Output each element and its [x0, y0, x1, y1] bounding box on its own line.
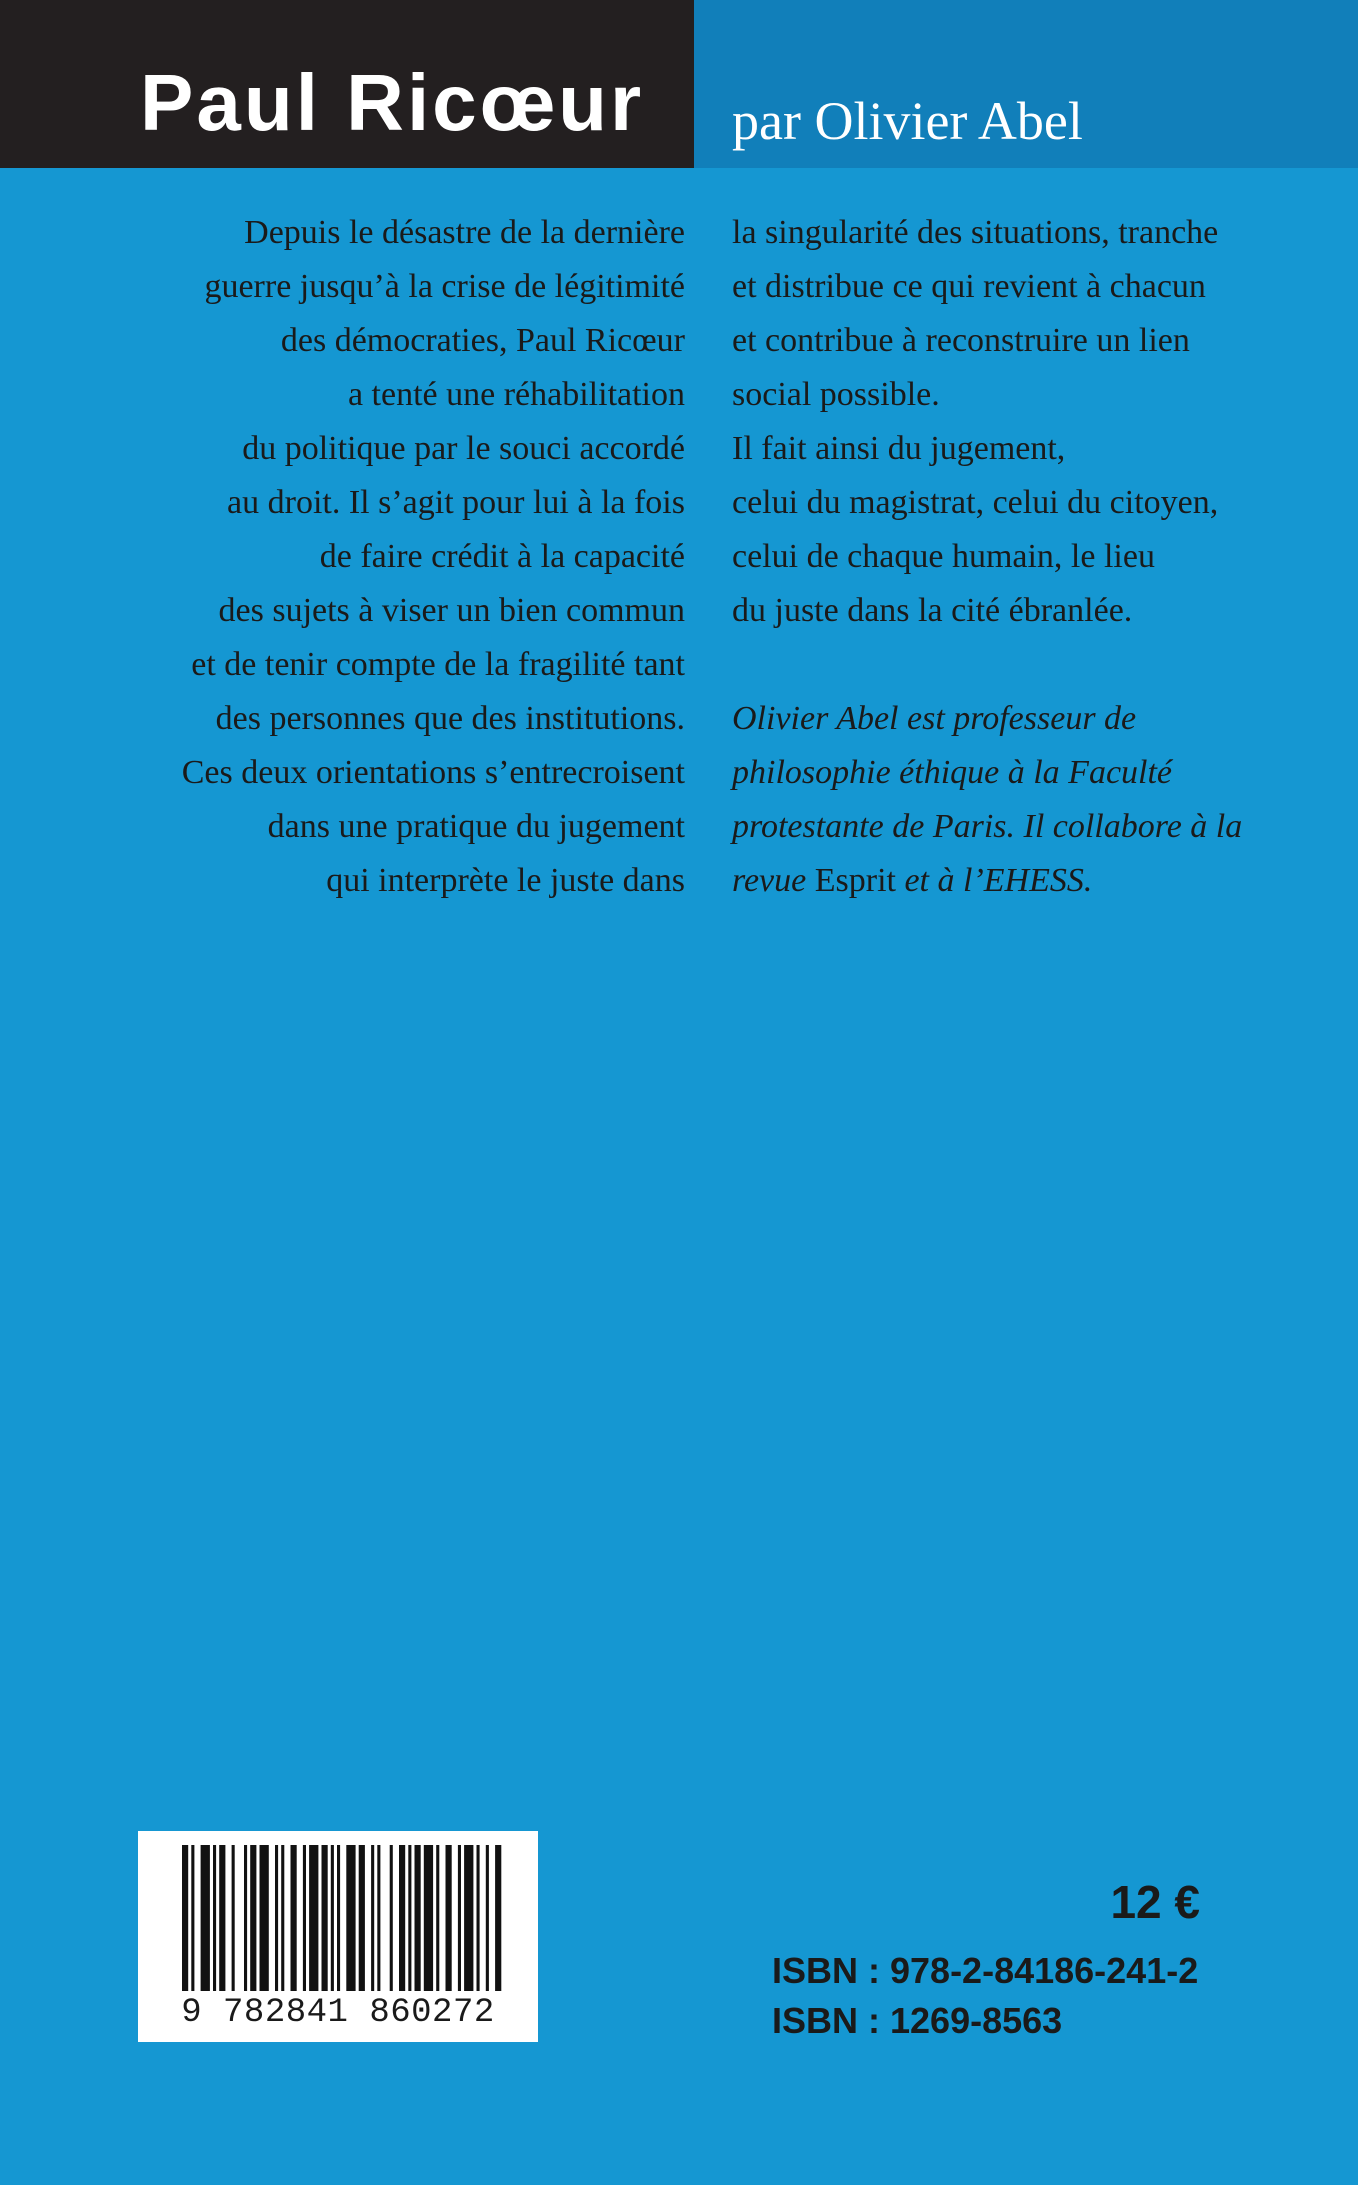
barcode-bar	[408, 1845, 411, 1991]
barcode-bar	[377, 1845, 380, 1991]
barcode-bar	[399, 1845, 405, 1991]
barcode-bar	[415, 1845, 421, 1991]
barcode-bar	[182, 1845, 188, 1991]
blurb-line: qui interprète le juste dans	[326, 862, 685, 899]
blurb-line: des démocraties, Paul Ricœur	[280, 322, 685, 359]
barcode-bar	[244, 1845, 247, 1991]
barcode-bar	[322, 1845, 328, 1991]
barcode-bar	[275, 1845, 278, 1991]
title-box	[0, 0, 694, 168]
barcode-bar	[309, 1845, 318, 1991]
barcode	[138, 1831, 538, 2042]
book-title: Paul Ricœur	[140, 58, 645, 147]
blurb-line: a tenté une réhabilitation	[347, 376, 685, 413]
barcode-bar	[250, 1845, 256, 1991]
bio-line: philosophie éthique à la Faculté	[732, 754, 1173, 791]
barcode-bar	[495, 1845, 501, 1991]
barcode-bar	[331, 1845, 334, 1991]
blurb-line: celui du magistrat, celui du citoyen,	[732, 484, 1219, 521]
price: 12 €	[1110, 1876, 1200, 1928]
blurb-line: et contribue à reconstruire un lien	[732, 322, 1190, 359]
barcode-bar	[436, 1845, 439, 1991]
blurb-line: celui de chaque humain, le lieu	[732, 538, 1155, 575]
blurb-right-column	[732, 206, 1292, 908]
barcode-bar	[213, 1845, 216, 1991]
blurb-line: la singularité des situations, tranche	[732, 214, 1219, 251]
blurb-line: de faire crédit à la capacité	[319, 538, 685, 575]
blurb-line: du politique par le souci accordé	[242, 430, 685, 467]
bio-text: et à l’EHESS.	[895, 862, 1093, 899]
barcode-bar	[458, 1845, 461, 1991]
barcode-bar	[371, 1845, 374, 1991]
issn-line: ISBN : 1269-8563	[772, 2000, 1063, 2041]
blurb-line: des personnes que des institutions.	[215, 700, 685, 737]
isbn-line: ISBN : 978-2-84186-241-2	[772, 1950, 1199, 1991]
barcode-bar	[477, 1845, 480, 1991]
paragraph-gap	[732, 638, 1292, 692]
barcode-bar	[291, 1845, 297, 1991]
blurb-line: Il fait ainsi du jugement,	[732, 430, 1066, 467]
blurb-line: dans une pratique du jugement	[267, 808, 685, 845]
barcode-bar	[303, 1845, 306, 1991]
blurb-line: Depuis le désastre de la dernière	[244, 214, 685, 251]
blurb-line: et de tenir compte de la fragilité tant	[191, 646, 685, 683]
barcode-bar	[464, 1845, 473, 1991]
barcode-bar	[486, 1845, 489, 1991]
journal-title: Esprit	[814, 862, 896, 899]
bio-line	[732, 854, 1292, 908]
barcode-bar	[281, 1845, 284, 1991]
barcode-bar	[446, 1845, 452, 1991]
barcode-bar	[346, 1845, 355, 1991]
blurb-line: et distribue ce qui revient à chacun	[732, 268, 1206, 305]
blurb-line: des sujets à viser un bien commun	[218, 592, 685, 629]
blurb-line: du juste dans la cité ébranlée.	[732, 592, 1133, 629]
barcode-bar	[232, 1845, 235, 1991]
bio-line: Olivier Abel est professeur de	[732, 700, 1137, 737]
barcode-bar	[260, 1845, 269, 1991]
blurb-line: guerre jusqu’à la crise de légitimité	[204, 268, 685, 305]
barcode-bar	[390, 1845, 393, 1991]
author-bio	[732, 692, 1292, 908]
author-line: par Olivier Abel	[732, 91, 1083, 151]
barcode-bar	[219, 1845, 225, 1991]
bio-line: protestante de Paris. Il collabore à la	[732, 808, 1243, 845]
blurb-line: Ces deux orientations s’entrecroisent	[181, 754, 685, 791]
blurb-left-column	[110, 206, 685, 908]
barcode-bar	[424, 1845, 433, 1991]
blurb-line: social possible.	[732, 376, 940, 413]
barcode-bar	[337, 1845, 340, 1991]
blurb-line: au droit. Il s’agit pour lui à la fois	[227, 484, 685, 521]
barcode-bar	[359, 1845, 365, 1991]
barcode-bar	[191, 1845, 194, 1991]
barcode-bar	[201, 1845, 210, 1991]
barcode-digits: 9 782841 860272	[181, 1994, 495, 2032]
bio-text: revue	[732, 862, 815, 899]
